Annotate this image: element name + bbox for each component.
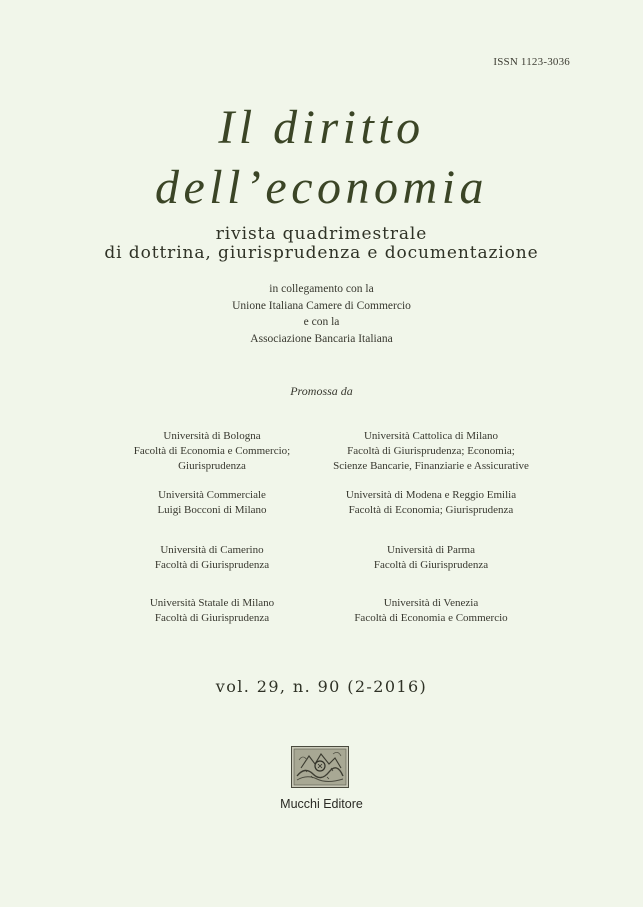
university-faculty: Giurisprudenza: [178, 460, 246, 472]
university-faculty: Facoltà di Giurisprudenza: [154, 612, 270, 624]
journal-subtitle-line-1: rivista quadrimestrale: [215, 224, 428, 244]
engraving-logo-icon: [291, 746, 349, 788]
university-faculty: Luigi Bocconi di Milano: [157, 504, 267, 516]
promoted-by-heading: Promossa da: [290, 384, 353, 398]
university-faculty: Facoltà di Giurisprudenza; Economia;: [347, 445, 515, 457]
collaboration-block: [0, 281, 643, 347]
journal-title-line-2: dell’economia: [154, 161, 489, 214]
university-name: Università Commerciale: [158, 489, 266, 501]
collaboration-line-3: e con la: [303, 316, 340, 329]
university-name: Università di Bologna: [163, 430, 261, 442]
university-name: Università di Camerino: [160, 544, 264, 556]
university-name: Università di Parma: [387, 544, 475, 556]
university-modena: [301, 488, 561, 518]
university-faculty: Facoltà di Economia e Commercio: [354, 612, 508, 624]
university-name: Università Statale di Milano: [149, 597, 275, 609]
university-name: Università di Modena e Reggio Emilia: [345, 489, 517, 501]
journal-subtitle-line-2: di dottrina, giurisprudenza e documentazione: [104, 243, 539, 263]
university-name: Università Cattolica di Milano: [363, 430, 499, 442]
university-faculty: Scienze Bancarie, Finanziarie e Assicurative: [333, 460, 529, 472]
publisher-name: Mucchi Editore: [280, 797, 363, 811]
university-faculty: Facoltà di Giurisprudenza: [373, 559, 489, 571]
collaboration-line-1: in collegamento con la: [269, 283, 374, 295]
university-name: Università di Venezia: [383, 597, 479, 609]
issn-number: ISSN 1123-3036: [493, 56, 570, 68]
university-faculty: Facoltà di Economia e Commercio;: [133, 445, 291, 457]
collaboration-line-4: Associazione Bancaria Italiana: [250, 332, 393, 345]
university-faculty: Facoltà di Giurisprudenza: [154, 559, 270, 571]
university-faculty: Facoltà di Economia; Giurisprudenza: [348, 504, 514, 516]
journal-title-line-1: Il diritto: [218, 101, 425, 154]
university-cattolica: [301, 429, 561, 474]
volume-number: vol. 29, n. 90 (2-2016): [215, 677, 428, 696]
university-venezia: [301, 596, 561, 626]
collaboration-line-2: Unione Italiana Camere di Commercio: [232, 299, 411, 312]
university-parma: [301, 543, 561, 573]
